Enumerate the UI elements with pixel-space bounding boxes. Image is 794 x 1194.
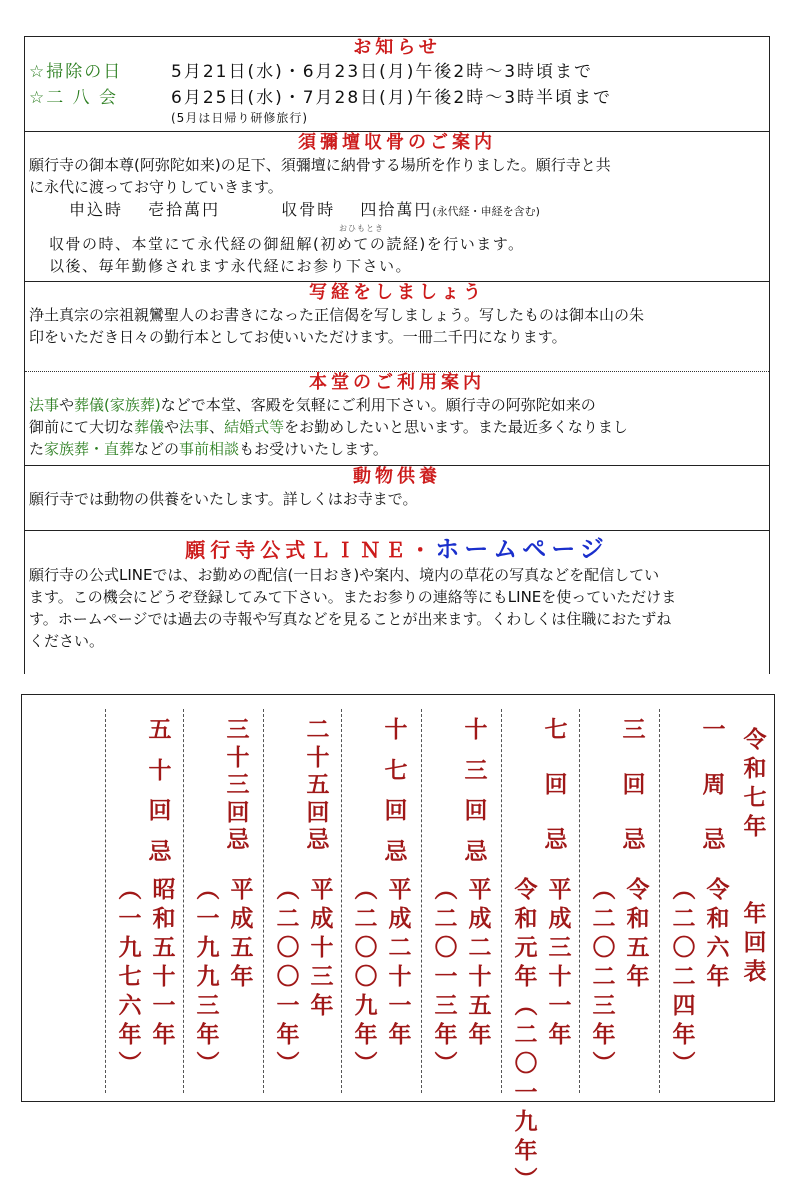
glyph: ︶ xyxy=(118,1050,142,1077)
glyph: 六 xyxy=(118,992,142,1019)
ruby-ohimotoki: おひもとき xyxy=(339,224,384,233)
glyph: 年 xyxy=(743,900,767,927)
line-text-3: す。ホームページでは過去の寺報や写真などを見ることが出来ます。くわしくは住職におたずね xyxy=(29,610,672,628)
glyph: 十 xyxy=(152,963,176,990)
glyph: 年 xyxy=(468,1021,492,1048)
line-title-red: 願行寺公式ＬＩＮＥ・ xyxy=(185,538,436,562)
glyph: 和 xyxy=(743,755,767,782)
vertical-text xyxy=(623,875,653,991)
glyph: 三 xyxy=(226,716,250,743)
shumidan-text-3: 収骨の時、本堂にて永代経の御紐解(初めての読経)を行います。 xyxy=(49,235,525,253)
animal-section xyxy=(25,466,769,531)
line-text-4: ください。 xyxy=(29,632,105,650)
glyph: 九 xyxy=(514,1108,538,1135)
keyword-jizen-sodan: 事前相談 xyxy=(179,440,240,458)
collect-fee: 四拾萬円 xyxy=(360,200,433,219)
announcement-section xyxy=(25,37,769,132)
glyph: ︶ xyxy=(514,1166,538,1193)
nihachi-row xyxy=(29,85,765,111)
shakyo-title: 写経をしましょう xyxy=(309,282,485,303)
glyph: 二 xyxy=(306,716,330,743)
shakyo-text-1: 浄土真宗の宗祖親鸞聖人のお書きになった正信偈を写しましょう。写したものは御本山の朱 xyxy=(29,306,645,324)
glyph: 一 xyxy=(434,963,458,990)
glyph: 九 xyxy=(354,992,378,1019)
vertical-text xyxy=(545,875,575,1049)
glyph: 〇 xyxy=(276,934,300,961)
vertical-text xyxy=(703,875,733,991)
glyph: 七 xyxy=(743,784,767,811)
hondo-text-part: 、 xyxy=(209,418,225,436)
glyph: 平 xyxy=(310,876,334,903)
glyph: 〇 xyxy=(354,963,378,990)
glyph: 忌 xyxy=(226,826,250,854)
shakyo-section xyxy=(25,282,769,372)
keyword-sogi: 葬儀 xyxy=(134,418,165,436)
memorial-column xyxy=(587,695,665,1095)
glyph: 成 xyxy=(310,905,334,932)
glyph: 一 xyxy=(548,992,572,1019)
homepage-title: ホームページ xyxy=(435,535,609,563)
hondo-title: 本堂のご利用案内 xyxy=(309,372,485,393)
glyph: ︶ xyxy=(354,1050,378,1077)
glyph: 十 xyxy=(468,963,492,990)
glyph: ︶ xyxy=(672,1050,696,1077)
glyph: 〇 xyxy=(354,934,378,961)
glyph: ︵ xyxy=(592,876,616,903)
glyph: 年 xyxy=(354,1021,378,1048)
glyph: 年 xyxy=(626,963,650,990)
glyph: 成 xyxy=(548,905,572,932)
hondo-text-part: や xyxy=(164,418,180,436)
glyph: 回 xyxy=(743,929,767,956)
shumidan-section xyxy=(25,132,769,282)
glyph: ︵ xyxy=(672,876,696,903)
glyph: 二 xyxy=(276,905,300,932)
shumidan-text-1: 願行寺の御本尊(阿弥陀如来)の足下、須彌壇に納骨する場所を作りました。願行寺と共 xyxy=(29,156,611,174)
vertical-text xyxy=(351,875,381,1078)
vertical-text xyxy=(431,875,461,1078)
glyph: 二 xyxy=(672,905,696,932)
hondo-text-part: た xyxy=(29,440,45,458)
line-text-2: ます。この機会にどうぞ登録してみて下さい。またお参りの連絡等にもLINEを使っていただけま xyxy=(29,588,677,606)
glyph: 七 xyxy=(544,716,568,743)
memorial-column xyxy=(113,695,191,1095)
glyph: 年 xyxy=(196,1021,220,1048)
glyph: 年 xyxy=(514,1137,538,1164)
nihachi-label: ☆二 八 会 xyxy=(29,88,119,108)
hondo-text-part: をお勤めしたいと思います。また最近多くなりまし xyxy=(284,418,628,436)
glyph: 年 xyxy=(152,1021,176,1048)
glyph: 一 xyxy=(514,1079,538,1106)
cleaning-day-label: ☆掃除の日 xyxy=(29,62,123,82)
hondo-text-3 xyxy=(29,438,765,460)
glyph: 忌 xyxy=(306,826,330,854)
hondo-text-part: などの xyxy=(134,440,180,458)
glyph: 回 xyxy=(622,771,646,799)
glyph: 一 xyxy=(702,716,726,743)
hondo-text-part: もお受けいたします。 xyxy=(239,440,388,458)
glyph: 令 xyxy=(743,726,767,753)
glyph: 二 xyxy=(592,905,616,932)
glyph: 〇 xyxy=(276,963,300,990)
glyph: 一 xyxy=(388,992,412,1019)
memorial-column xyxy=(349,695,427,1095)
glyph: 年 xyxy=(514,963,538,990)
glyph: 和 xyxy=(706,905,730,932)
collect-note: (永代経・申経を含む) xyxy=(432,205,540,218)
glyph: ︵ xyxy=(118,876,142,903)
glyph: 回 xyxy=(148,797,172,825)
glyph: 年 xyxy=(672,1021,696,1048)
glyph: 三 xyxy=(622,716,646,743)
glyph: 三 xyxy=(592,992,616,1019)
glyph: 三 xyxy=(548,934,572,961)
glyph: 三 xyxy=(226,771,250,799)
memorial-column xyxy=(667,695,745,1095)
glyph: 十 xyxy=(310,934,334,961)
glyph: 忌 xyxy=(544,826,568,854)
glyph: 二 xyxy=(434,905,458,932)
keyword-hoji: 法事 xyxy=(179,418,210,436)
glyph: 十 xyxy=(388,963,412,990)
animal-text: 願行寺では動物の供養をいたします。詳しくはお寺まで。 xyxy=(29,490,418,508)
glyph: 十 xyxy=(148,756,172,784)
apply-fee: 壱拾萬円 xyxy=(148,200,221,219)
shakyo-text-2: 印をいただき日々の勤行本としてお使いいただけます。一冊二千円になります。 xyxy=(29,328,567,346)
glyph: 一 xyxy=(276,992,300,1019)
glyph: 九 xyxy=(118,934,142,961)
hondo-section xyxy=(25,372,769,466)
glyph: 二 xyxy=(468,934,492,961)
glyph: 二 xyxy=(388,934,412,961)
glyph: 年 xyxy=(118,1021,142,1048)
glyph: 忌 xyxy=(148,837,172,865)
glyph: 一 xyxy=(152,992,176,1019)
glyph: 年 xyxy=(388,1021,412,1048)
glyph: 平 xyxy=(230,876,254,903)
cleaning-day-schedule: 5月21日(水)・6月23日(月)午後2時～3時頃まで xyxy=(171,62,594,82)
glyph: ︶ xyxy=(434,1050,458,1077)
nihachi-note: (5月は日帰り研修旅行) xyxy=(171,111,308,125)
hondo-text-part: などで本堂、客殿を気軽にご利用下さい。願行寺の阿弥陀如来の xyxy=(160,396,596,414)
glyph: 年 xyxy=(434,1021,458,1048)
hondo-text-2 xyxy=(29,416,765,438)
line-title xyxy=(29,535,765,564)
glyph: 平 xyxy=(468,876,492,903)
vertical-text xyxy=(273,875,303,1078)
vertical-text xyxy=(385,875,415,1049)
glyph: 十 xyxy=(306,743,330,771)
glyph: 和 xyxy=(152,905,176,932)
glyph: 令 xyxy=(626,876,650,903)
glyph: 二 xyxy=(354,905,378,932)
glyph: 三 xyxy=(310,963,334,990)
vertical-text xyxy=(149,875,179,1049)
line-section xyxy=(25,531,769,675)
glyph: 平 xyxy=(548,876,572,903)
glyph: 年 xyxy=(310,992,334,1019)
glyph: 三 xyxy=(464,756,488,784)
memorial-column xyxy=(509,695,587,1193)
glyph: 周 xyxy=(702,771,726,799)
glyph: 忌 xyxy=(622,826,646,854)
vertical-text xyxy=(589,875,619,1078)
announcement-title: お知らせ xyxy=(353,37,441,58)
glyph: 三 xyxy=(196,992,220,1019)
line-text-1: 願行寺の公式LINEでは、お勤めの配信(一日おき)や案内、境内の草花の写真などを配信してい xyxy=(29,566,660,584)
fee-row xyxy=(29,198,765,224)
keyword-sogi-kazokuso: 葬儀(家族葬) xyxy=(74,396,161,414)
glyph: 和 xyxy=(514,905,538,932)
glyph: ︵ xyxy=(434,876,458,903)
vertical-text xyxy=(307,875,337,1020)
glyph: 七 xyxy=(118,963,142,990)
glyph: 〇 xyxy=(514,1050,538,1077)
glyph: ︶ xyxy=(592,1050,616,1077)
glyph: 五 xyxy=(148,716,172,743)
vertical-text xyxy=(227,875,257,991)
vertical-text xyxy=(465,875,495,1049)
collect-label: 収骨時 xyxy=(281,200,336,219)
glyph: 回 xyxy=(384,797,408,825)
glyph: 六 xyxy=(706,934,730,961)
shumidan-text-2: に永代に渡ってお守りしていきます。 xyxy=(29,178,283,196)
glyph: 二 xyxy=(514,1021,538,1048)
glyph: 十 xyxy=(384,716,408,743)
glyph: 五 xyxy=(626,934,650,961)
animal-title: 動物供養 xyxy=(353,466,441,487)
glyph: 九 xyxy=(196,934,220,961)
glyph: 一 xyxy=(196,905,220,932)
glyph: ︶ xyxy=(276,1050,300,1077)
glyph: 成 xyxy=(230,905,254,932)
glyph: 年 xyxy=(548,1021,572,1048)
vertical-text xyxy=(669,875,699,1078)
glyph: 五 xyxy=(468,992,492,1019)
hondo-text-part: や xyxy=(59,396,75,414)
glyph: ︵ xyxy=(354,876,378,903)
glyph: 回 xyxy=(306,798,330,826)
glyph: 成 xyxy=(388,905,412,932)
notice-board xyxy=(24,36,770,674)
vertical-text xyxy=(511,875,541,1194)
glyph: 二 xyxy=(592,963,616,990)
glyph: ︵ xyxy=(276,876,300,903)
glyph: 令 xyxy=(706,876,730,903)
glyph: 〇 xyxy=(672,934,696,961)
glyph: 回 xyxy=(226,798,250,826)
column-divider xyxy=(105,709,106,1093)
glyph: 五 xyxy=(230,934,254,961)
glyph: 忌 xyxy=(384,837,408,865)
keyword-hoji: 法事 xyxy=(29,396,60,414)
hondo-text-part: 御前にて大切な xyxy=(29,418,135,436)
glyph: 年 xyxy=(592,1021,616,1048)
vertical-text xyxy=(115,875,145,1078)
glyph: 回 xyxy=(544,771,568,799)
shumidan-text-4: 以後、毎年勤修されます永代経にお参り下さい。 xyxy=(49,257,413,275)
glyph: 十 xyxy=(226,743,250,771)
memorial-column xyxy=(191,695,269,1095)
glyph: 忌 xyxy=(464,837,488,865)
glyph: 五 xyxy=(152,934,176,961)
glyph: 年 xyxy=(276,1021,300,1048)
glyph: 十 xyxy=(464,716,488,743)
glyph: ︵ xyxy=(196,876,220,903)
glyph: 成 xyxy=(468,905,492,932)
glyph: 一 xyxy=(118,905,142,932)
glyph: 三 xyxy=(434,992,458,1019)
glyph: ︵ xyxy=(514,992,538,1019)
memorial-year-table xyxy=(21,694,775,1193)
keyword-kazokuso-chokuso: 家族葬・直葬 xyxy=(44,440,135,458)
glyph: 昭 xyxy=(152,876,176,903)
vertical-text xyxy=(193,875,223,1078)
memorial-column xyxy=(429,695,507,1095)
glyph: 九 xyxy=(196,963,220,990)
keyword-kekkonshiki: 結婚式等 xyxy=(224,418,285,436)
shumidan-title: 須彌壇収骨のご案内 xyxy=(298,132,496,153)
glyph: 和 xyxy=(626,905,650,932)
glyph: 元 xyxy=(514,934,538,961)
glyph: 年 xyxy=(230,963,254,990)
apply-label: 申込時 xyxy=(69,200,124,219)
glyph: 年 xyxy=(743,813,767,840)
memorial-column xyxy=(271,695,349,1095)
hondo-text-1 xyxy=(29,394,765,416)
glyph: 年 xyxy=(706,963,730,990)
glyph: 〇 xyxy=(434,934,458,961)
glyph: 十 xyxy=(548,963,572,990)
glyph: 七 xyxy=(384,756,408,784)
glyph: 〇 xyxy=(592,934,616,961)
glyph: 表 xyxy=(743,958,767,985)
cleaning-day-row xyxy=(29,59,765,85)
glyph: 平 xyxy=(388,876,412,903)
glyph: 五 xyxy=(306,771,330,799)
glyph: ︶ xyxy=(196,1050,220,1077)
glyph: 忌 xyxy=(702,826,726,854)
nihachi-schedule: 6月25日(水)・7月28日(月)午後2時～3時半頃まで xyxy=(171,88,613,108)
glyph: 二 xyxy=(672,963,696,990)
glyph: 令 xyxy=(514,876,538,903)
glyph: 回 xyxy=(464,797,488,825)
glyph: 四 xyxy=(672,992,696,1019)
